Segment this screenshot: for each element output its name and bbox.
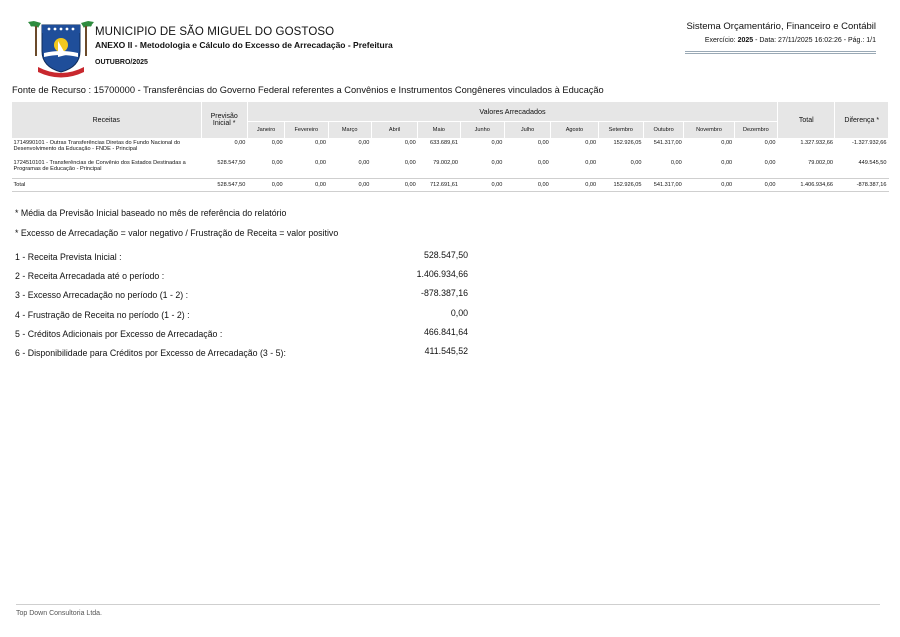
summary-value: 0,00: [450, 308, 468, 318]
col-month: Junho: [460, 122, 504, 139]
total-total: 1.406.934,66: [778, 179, 835, 192]
row-month-value: 0,00: [585, 140, 597, 146]
col-month: Janeiro: [247, 122, 284, 139]
note-excesso: * Excesso de Arrecadação = valor negativo / Frustração de Receita = valor positivo: [15, 228, 339, 238]
row-month-value: 633.689,61: [430, 140, 459, 146]
col-month: Fevereiro: [285, 122, 328, 139]
report-period: OUTUBRO/2025: [95, 59, 148, 66]
row-month-value: 0,00: [585, 159, 597, 166]
col-month: Março: [328, 122, 371, 139]
report-meta: [705, 37, 876, 44]
col-total: Total: [778, 102, 835, 139]
row-name: 1724510101 - Transferências de Convênio dos Estados Destinadas a Programas de Educação - Principal: [13, 159, 186, 172]
row-month-value: 541.317,00: [653, 140, 682, 146]
total-previsao: 528.547,50: [201, 179, 247, 192]
row-total: 79.002,00: [808, 159, 833, 166]
col-month: Julho: [504, 122, 550, 139]
row-month-value: 0,00: [404, 159, 416, 166]
row-diferenca: -1.327.932,66: [851, 140, 887, 146]
summary-value: 1.406.934,66: [416, 269, 468, 279]
row-month-value: 0,00: [630, 159, 642, 166]
note-previsao: * Média da Previsão Inicial baseado no mês de referência do relatório: [15, 208, 287, 218]
summary-value: 528.547,50: [423, 250, 468, 260]
total-month-value: 0,00: [328, 179, 371, 192]
col-month: Novembro: [684, 122, 734, 139]
row-month-value: 0,00: [491, 159, 503, 166]
row-diferenca: 449.545,50: [858, 159, 887, 166]
row-month-value: 79.002,00: [433, 159, 459, 166]
row-month-value: 152.926,05: [613, 140, 642, 146]
row-month-value: 0,00: [537, 159, 549, 166]
header-divider: [685, 51, 876, 52]
col-previsao: Previsão Inicial *: [201, 102, 247, 139]
report-title: ANEXO II - Metodologia e Cálculo do Excesso de Arrecadação - Prefeitura: [95, 40, 393, 50]
fonte-recurso: Fonte de Recurso : 15700000 - Transferências do Governo Federal referentes a Convênios e Instrumentos Congêneres vinculados à Educação: [12, 85, 604, 95]
system-name: Sistema Orçamentário, Financeiro e Contábil: [686, 21, 876, 32]
summary-label: 3 - Excesso Arrecadação no período (1 - 2) :: [15, 290, 189, 300]
total-month-value: 0,00: [285, 179, 328, 192]
col-month: Setembro: [598, 122, 643, 139]
table-total-row: [12, 179, 889, 192]
row-month-value: 0,00: [404, 140, 416, 146]
row-month-value: 0,00: [764, 159, 776, 166]
header-divider-2: [685, 53, 876, 54]
row-previsao: 528.547,50: [217, 159, 246, 166]
total-month-value: 0,00: [460, 179, 504, 192]
row-month-value: 0,00: [721, 140, 733, 146]
summary-value: 411.545,52: [424, 346, 468, 356]
footer-company: Top Down Consultoria Ltda.: [16, 610, 102, 617]
col-valores-arrecadados: Valores Arrecadados: [247, 102, 777, 122]
total-month-value: 0,00: [684, 179, 734, 192]
summary-value: -878.387,16: [421, 288, 468, 298]
total-month-value: 0,00: [371, 179, 417, 192]
col-month: Outubro: [643, 122, 683, 139]
row-month-value: 0,00: [358, 159, 370, 166]
summary-label: 6 - Disponibilidade para Créditos por Excesso de Arrecadação (3 - 5):: [15, 348, 286, 358]
total-month-value: 152.926,05: [598, 179, 643, 192]
row-month-value: 0,00: [271, 159, 283, 166]
report-date-page: - Data: 27/11/2025 16:02:26 - Pág.: 1/1: [755, 37, 876, 44]
summary-label: 1 - Receita Prevista Inicial :: [15, 252, 122, 262]
exercise-label: Exercício:: [704, 37, 736, 44]
row-month-value: 0,00: [315, 159, 326, 166]
col-month: Abril: [371, 122, 417, 139]
row-total: 1.327.932,66: [800, 140, 833, 146]
summary-label: 2 - Receita Arrecadada até o período :: [15, 271, 165, 281]
total-month-value: 712.691,61: [418, 179, 460, 192]
row-month-value: 0,00: [271, 140, 283, 146]
total-month-value: 0,00: [504, 179, 550, 192]
col-month: Agosto: [551, 122, 598, 139]
row-month-value: 0,00: [721, 159, 733, 166]
row-month-value: 0,00: [537, 140, 549, 146]
exercise-year: 2025: [737, 37, 754, 44]
revenue-table: [11, 101, 889, 192]
row-name: 1714990101 - Outras Transferências Diretas do Fundo Nacional do Desenvolvimento da Educação - FNDE - Principal: [13, 140, 181, 152]
total-month-value: 0,00: [551, 179, 598, 192]
summary-label: 5 - Créditos Adicionais por Excesso de Arrecadação :: [15, 329, 223, 339]
row-month-value: 0,00: [358, 140, 370, 146]
total-month-value: 0,00: [247, 179, 284, 192]
col-diferenca: Diferença *: [835, 102, 889, 139]
summary-value: 466.841,64: [423, 327, 468, 337]
row-month-value: 0,00: [764, 140, 776, 146]
municipal-coat-of-arms-logo: [26, 17, 96, 79]
footer-divider: [16, 604, 880, 605]
col-month: Maio: [418, 122, 460, 139]
summary-label: 4 - Frustração de Receita no período (1 - 2) :: [15, 310, 190, 320]
col-receitas: Receitas: [12, 102, 202, 139]
row-month-value: 0,00: [491, 140, 503, 146]
total-label: Total: [12, 179, 202, 192]
municipality-name: MUNICIPIO DE SÃO MIGUEL DO GOSTOSO: [95, 26, 335, 38]
row-month-value: 0,00: [670, 159, 682, 166]
row-previsao: 0,00: [234, 140, 246, 146]
total-month-value: 0,00: [734, 179, 777, 192]
col-month: Dezembro: [734, 122, 777, 139]
row-month-value: 0,00: [315, 140, 326, 146]
total-diferenca: -878.387,16: [835, 179, 889, 192]
table-row: [12, 159, 889, 179]
total-month-value: 541.317,00: [643, 179, 683, 192]
table-row: [12, 139, 889, 159]
